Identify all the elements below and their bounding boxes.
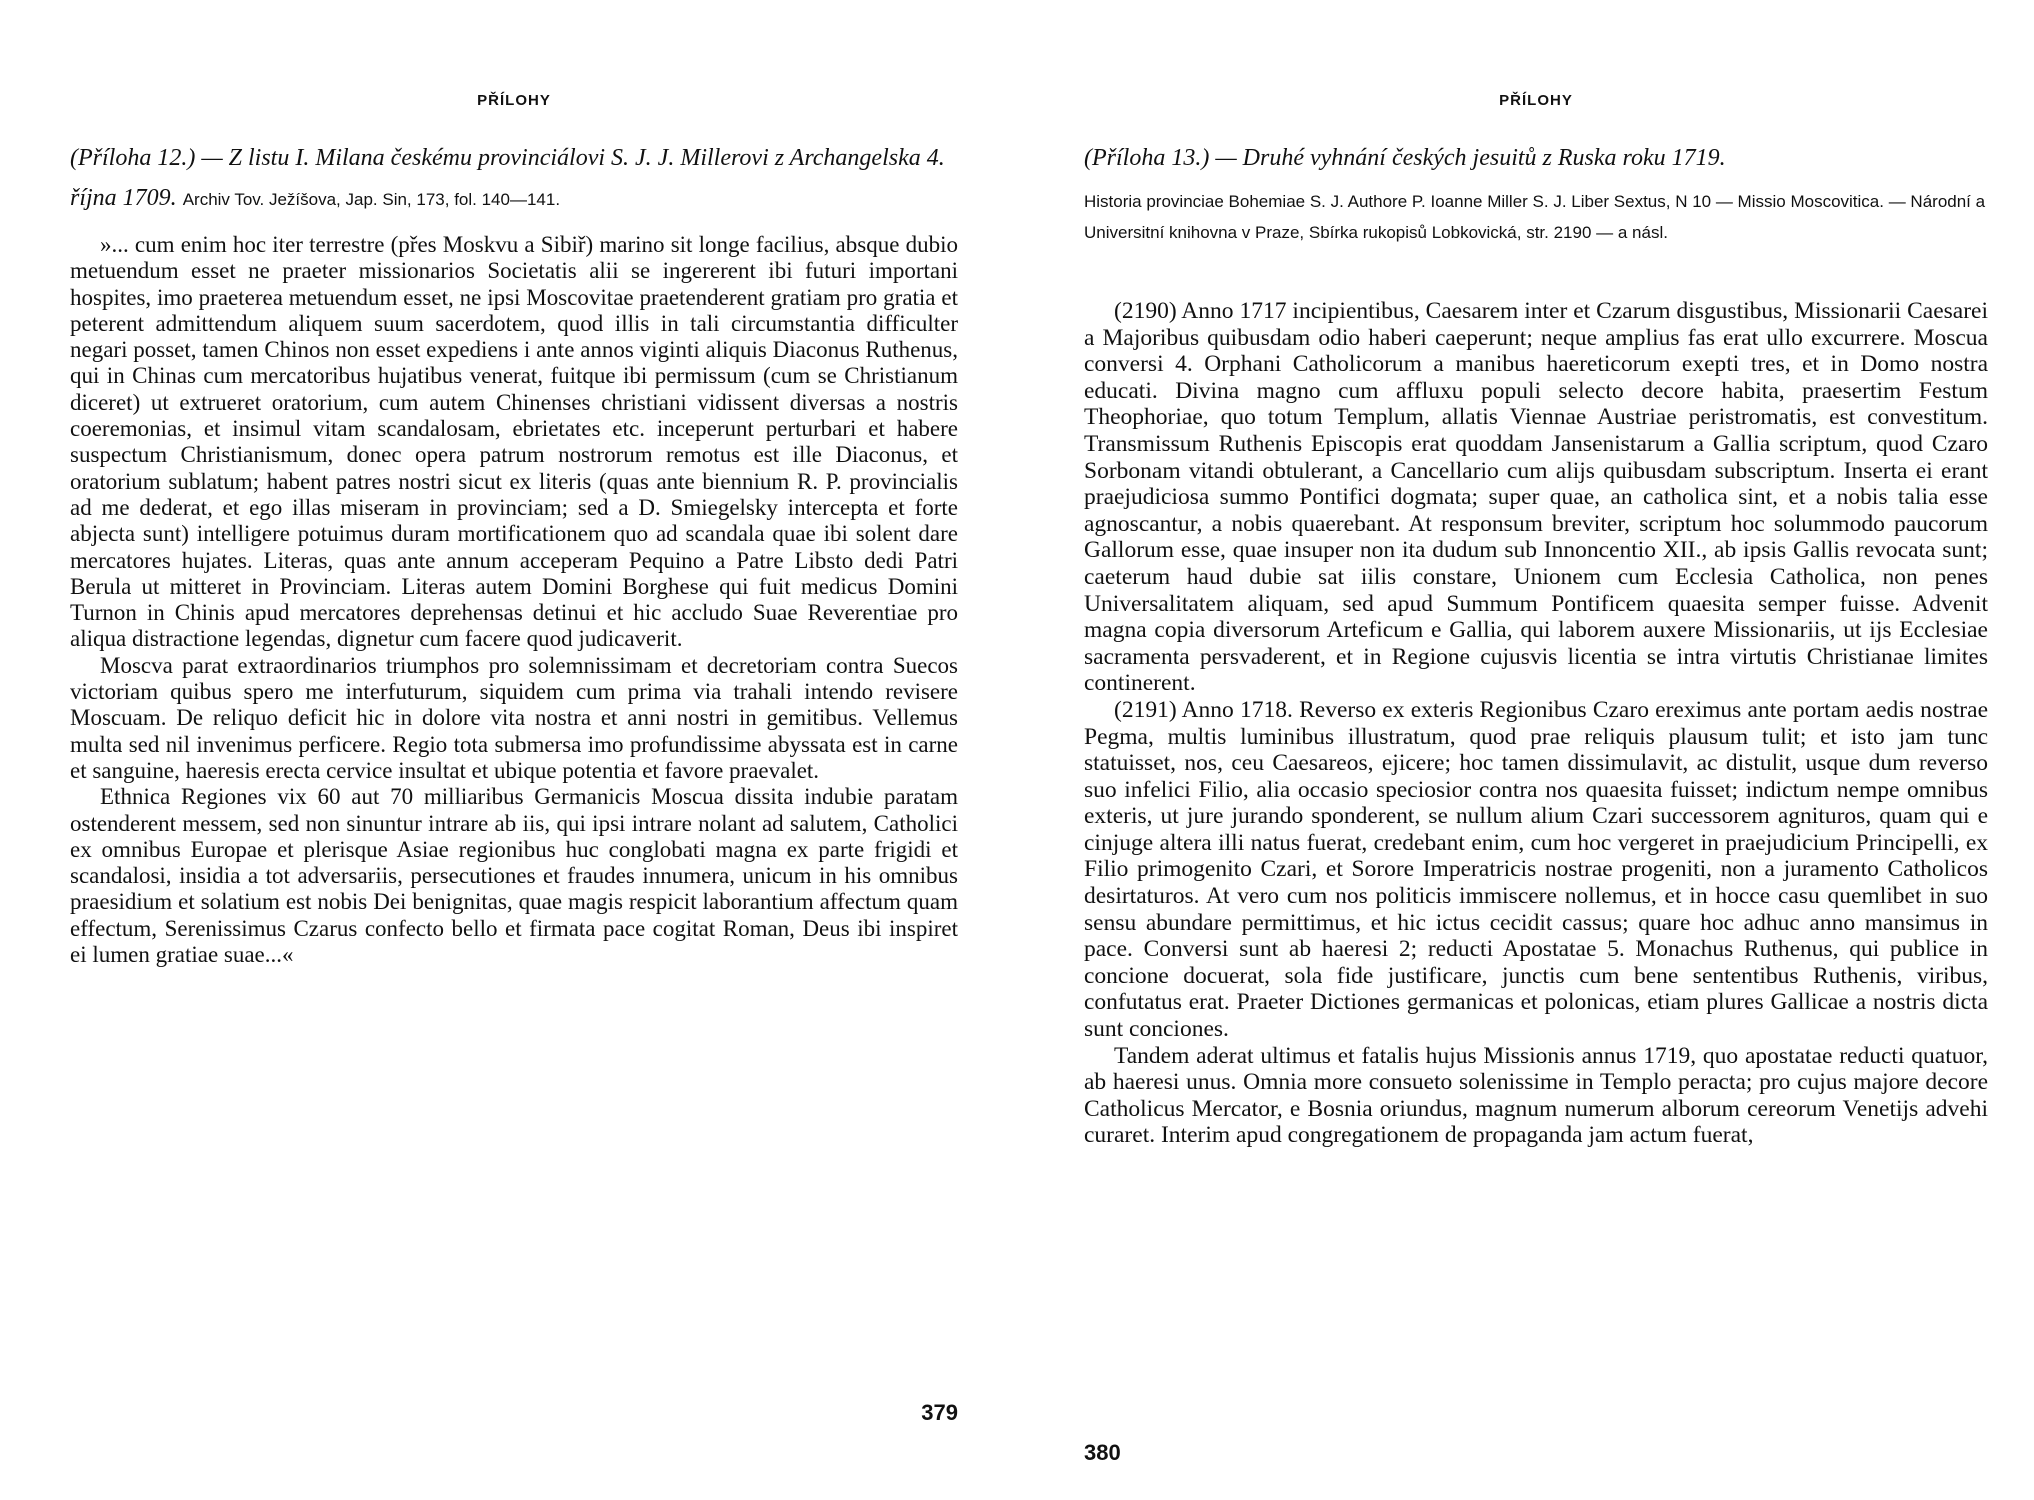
running-head: PŘÍLOHY bbox=[1499, 92, 1573, 109]
running-head: PŘÍLOHY bbox=[477, 92, 551, 109]
document-title bbox=[70, 138, 958, 220]
paragraph: »... cum enim hoc iter terrestre (přes Moskvu a Sibiř) marino sit longe facilius, absque dubio metuendum esset ne praeter missionarios Societatis alii se ingererent ibi futuri importani hospites, imo praeterea metuendum esset, ne ipsi Moscovitae praetenderent gratiam pro gratia et peterent admittendum aliquem suum sacerdotem, quod illis in tali circumstantia difficulter negari posset, tamen Chinos non esset expediens i ante annos viginti aliquis Diaconus Ruthenus, qui in Chinas cum mercatoribus hujatibus venerat, fuitque ibi permissum (cum se Christianum diceret) ut extrueret oratorium, cum autem Chinenses christiani vidissent diversas a nostris coeremonias, et insimul vitam scandalosam, ebrietates etc. inceperunt perturbari et habere suspectum Christianismum, donec opera patrum nostrorum remotus est ille Diaconus, et oratorium sublatum; habent patres nostri sicut ex literis (quas ante biennium R. P. provincialis ad me dederat, et ego illas miseram in provinciam; sed a D. Smiegelsky intercepta et forte abjecta sunt) intelligere potuimus duram mortificationem quo ad scandala quae ibi solent dare mercatores hujates. Literas, quas ante annum acceperam Pequino a Patre Libsto dedi Patri Berula ut mitteret in Provinciam. Literas autem Domini Borghese qui fuit medicus Domini Turnon in Chinis apud mercatores deprehensas detinui et hic accludo Suae Reverentiae pro aliqua distractione legendas, dignetur cum facere quod judicaverit. bbox=[70, 232, 958, 652]
body-text bbox=[70, 232, 958, 968]
document-source: Historia provinciae Bohemiae S. J. Authore P. Ioanne Miller S. J. Liber Sextus, N 10 — Missio Moscovitica. — Národní a Universitní knihovna v Praze, Sbírka rukopisů Lobkovická, str. 2190 — a násl. bbox=[1084, 192, 1986, 242]
paragraph: (2190) Anno 1717 incipientibus, Caesarem inter et Czarum disgustibus, Missionarii Caesarei a Majoribus quibusdam odio haberi caeperunt; neque amplius fas erat ullo excurrere. Moscua conversi 4. Orphani Catholicorum a manibus haereticorum exepti tres, et in Domo nostra educati. Divina magno cum affluxu populi selecto decore habita, praesertim Festum Theophoriae, quo totum Templum, allatis Viennae Austriae peristromatis, est convestitum. Transmissum Ruthenis Episcopis erat quoddam Jansenistarum a Gallia scriptum, quod Czaro Sorbonam vitandi obtulerant, a Cancellario cum alijs quibusdam subscriptum. Inserta ei erant praejudiciosa summo Pontifici dogmata; super quae, an catholica sint, et a nobis talia esse agnoscantur, a nobis quaerebant. At responsum breviter, scriptum hoc solummodo paucorum Gallorum esse, quae insuper non ita dudum sub Innoncentio XII., ab ipsis Gallis revocata sunt; caeterum haud dubie sat iilis constare, Unionem cum Ecclesia Catholica, non penes Universalitatem aliquam, sed apud Summum Pontificem quaesita semper fuisse. Advenit magna copia diversorum Arteficum e Gallia, qui laborem auxere Missionariis, ut ijs Ecclesiae sacramenta persvaderent, et in Regione cujusvis licentia se intra virtutis Christianae limites continerent. bbox=[1084, 298, 1988, 697]
paragraph: (2191) Anno 1718. Reverso ex exteris Regionibus Czaro ereximus ante portam aedis nostrae Pegma, multis luminibus illustratum, quod prae reliquis plausum tulit; et isto jam tunc statuisset, nos, ceu Caesareos, ejicere; hoc tamen dissimulavit, ac distulit, usque dum reverso suo infelici Filio, alia occasio speciosior contra nos quaesita fuisset; indictum nempe omnibus exteris, ut jure jurando sponderent, se nullum alium Czari successorem agnituros, quam qui e cinjuge altera illi natus fuerat, credebant enim, cum hoc vergeret in praejudicium Principelli, ex Filio primogenito Czari, et Sorore Imperatricis nostrae progeniti, non a juramento Catholicos desirtaturos. At vero cum nos politicis immiscere nollemus, et in hocce casu quemlibet in suo sensu abundare permittimus, et hic ictus cecidit cassus; quare hoc adhuc anno mansimus in pace. Conversi sunt ab haeresi 2; reducti Apostatae 5. Monachus Ruthenus, qui publice in concione docuerat, sola fide justificare, junctis cum bene sententibus Ruthenis, viribus, confutatus erat. Praeter Dictiones germanicas et polonicas, etiam plures Gallicae a nostris dicta sunt conciones. bbox=[1084, 696, 1988, 1043]
body-text bbox=[1084, 298, 1988, 1149]
paragraph: Tandem aderat ultimus et fatalis hujus Missionis annus 1719, quo apostatae reducti quatuor, ab haeresi unus. Omnia more consueto solenissime in Templo peracta; pro cujus majore decore Catholicus Mercator, e Bosnia oriundus, magnum numerum alborum cereorum Venetijs advehi curaret. Interim apud congregationem de propaganda jam actum fuerat, bbox=[1084, 1042, 1988, 1149]
page-number: 379 bbox=[921, 1400, 958, 1425]
page-number: 380 bbox=[1084, 1440, 1121, 1465]
document-title-text: (Příloha 12.) — Z listu I. Milana českému provinciálovi S. J. J. Millerovi z Archangelska 4. října 1709. bbox=[70, 145, 945, 211]
document-title: (Příloha 13.) — Druhé vyhnání českých jesuitů z Ruska roku 1719. bbox=[1084, 145, 1726, 171]
paragraph: Ethnica Regiones vix 60 aut 70 milliaribus Germanicis Moscua dissita indubie paratam ostenderent messem, sed non sinuntur intrare ab iis, qui ipsi intrare nolant ad salutem, Catholici ex omnibus Europae et plerisque Asiae regionibus huc conglobati magna ex parte frigidi et scandalosi, insidia a tot adversariis, persecutiones et fraudes innumera, unicum in his omnibus praesidium et solatium est nobis Dei benignitas, quae magis respicit laborantium affectum quam effectum, Serenissimus Czarus confecto bello et firmata pace cogitat Roman, Deus ibi inspiret ei lumen gratiae suae...« bbox=[70, 784, 958, 968]
document-source: Archiv Tov. Ježíšova, Jap. Sin, 173, fol. 140—141. bbox=[182, 190, 561, 209]
paragraph: Moscva parat extraordinarios triumphos pro solemnissimam et decretoriam contra Suecos victoriam quibus spero me interfuturum, siquidem cum prima via trahali intendo revisere Moscuam. De reliquo deficit hic in dolore vita nostra et anni nostri in gemitibus. Vellemus multa sed nil invenimus perficere. Regio tota submersa imo profundissime abyssata est in carne et sanguine, haeresis erecta cervice insultat et ubique potentia et favore praevalet. bbox=[70, 652, 958, 783]
